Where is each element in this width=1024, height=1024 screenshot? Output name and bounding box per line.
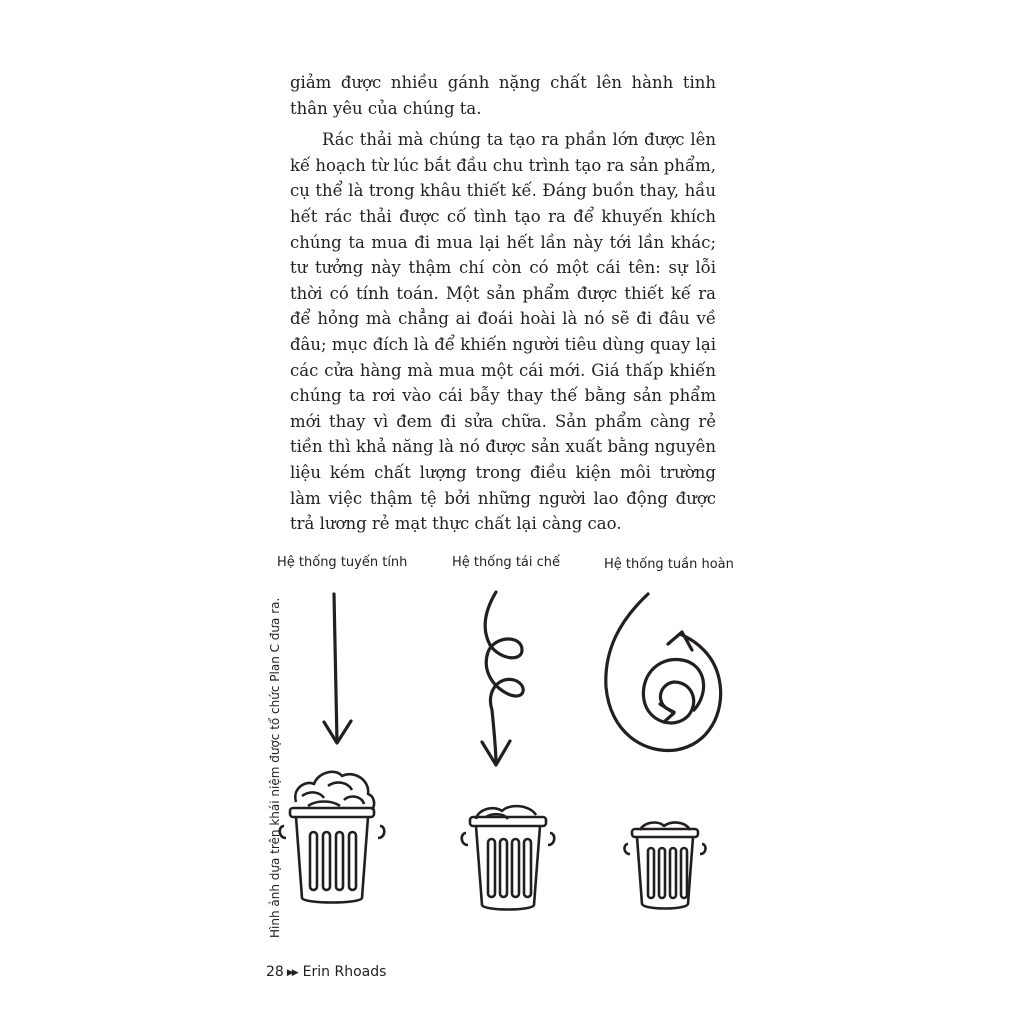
paragraph-2: Rác thải mà chúng ta tạo ra phần lớn được lên kế hoạch từ lúc bắt đầu chu trình tạo ra sản phẩm, cụ thể là trong khâu thiết kế. Đáng buồn thay, hầu hết rác thải được cố tình tạo ra để khuyến khích chúng ta mua đi mua lại hết lần này tới lần khác; tư tưởng này thậm chí còn có một cái tên: sự lỗi thời có tính toán. Một sản phẩm được thiết kế ra để hỏng mà chẳng ai đoái hoài là nó sẽ đi đâu về đâu; mục đích là để khiến người tiêu dùng quay lại các cửa hàng mà mua một cái mới. Giá thấp khiến chúng ta rơi vào cái bẫy thay thế bằng sản phẩm mới thay vì đem đi sửa chữa. Sản phẩm càng rẻ tiền thì khả năng là nó được sản xuất bằng nguyên liệu kém chất lượng trong điều kiện môi trường làm việc thậm tệ bởi những người lao động được trả lương rẻ mạt thực chất lại càng cao. [290,130,716,534]
trash-can-full-icon [284,766,384,906]
page-number: 28 [266,964,284,980]
linear-arrow-icon [318,592,358,752]
label-recycling-system: Hệ thống tái chế [452,555,561,570]
label-circular-system: Hệ thống tuần hoàn [604,557,734,572]
recycle-loop-arrow-icon [470,590,540,770]
body-text [290,70,716,537]
author-name: Erin Rhoads [302,964,387,980]
figure-caption: Hình ảnh dựa trên khái niệm được tổ chức Plan C đưa ra. [268,597,282,938]
trash-can-small-icon [626,820,706,920]
double-arrow-icon: ▶▶ [286,968,297,978]
circular-spiral-icon [598,592,728,762]
paragraph-1: giảm được nhiều gánh nặng chất lên hành tinh thân yêu của chúng ta. [290,73,716,118]
page-footer [266,964,386,980]
trash-can-medium-icon [464,803,554,913]
label-linear-system: Hệ thống tuyến tính [277,555,408,570]
